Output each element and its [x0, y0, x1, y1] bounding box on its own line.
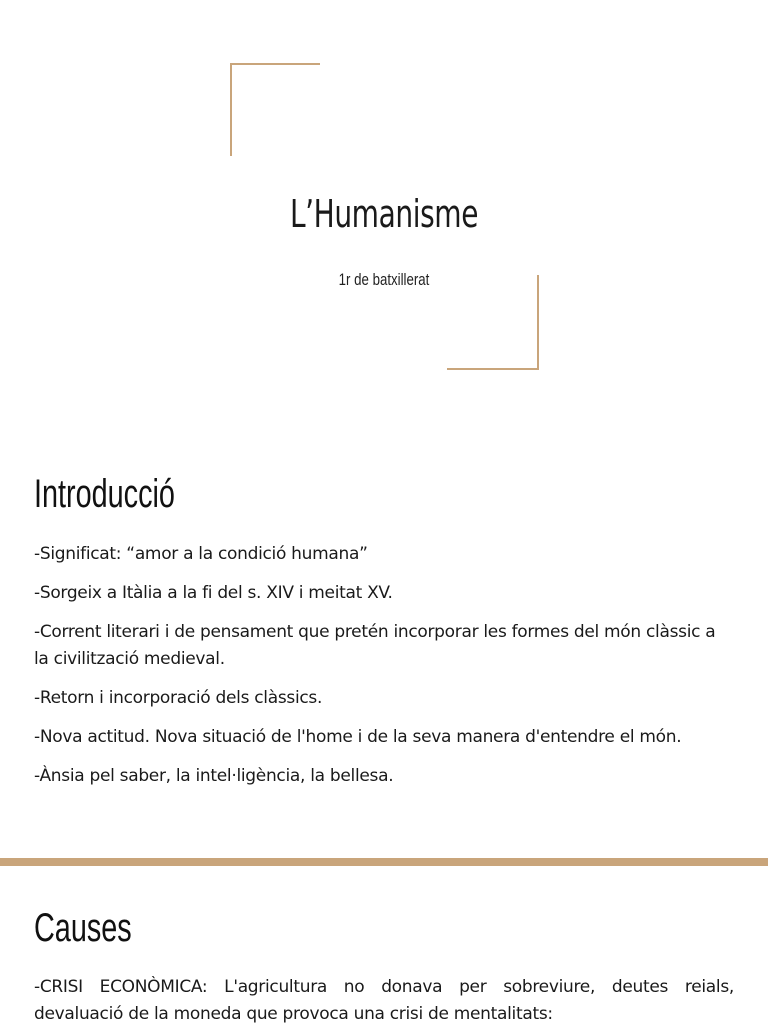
decorative-corner-bottom-right [447, 275, 539, 370]
slide-divider [0, 858, 768, 866]
intro-heading: Introducció [34, 472, 175, 516]
causes-slide [0, 866, 768, 1024]
intro-bullet: -Corrent literari i de pensament que pretén incorporar les formes del món clàssic a la civilització medieval. [34, 622, 716, 669]
intro-bullet-list [34, 541, 734, 802]
intro-bullet: -Sorgeix a Itàlia a la fi del s. XIV i meitat XV. [34, 583, 393, 603]
intro-bullet: -Retorn i incorporació dels clàssics. [34, 688, 323, 708]
decorative-corner-top-left [230, 63, 320, 156]
intro-bullet: -Significat: “amor a la condició humana” [34, 544, 368, 564]
causes-text: -CRISI ECONÒMICA: L'agricultura no donava per sobreviure, deutes reials, devaluació de la moneda que provoca una crisi de mentalitats: [34, 977, 734, 1024]
page-title: L’Humanisme [289, 192, 479, 236]
subtitle: 1r de batxillerat [338, 270, 430, 289]
causes-heading: Causes [34, 906, 132, 950]
intro-bullet: -Ànsia pel saber, la intel·ligència, la bellesa. [34, 766, 394, 786]
intro-bullet: -Nova actitud. Nova situació de l'home i de la seva manera d'entendre el món. [34, 727, 682, 747]
